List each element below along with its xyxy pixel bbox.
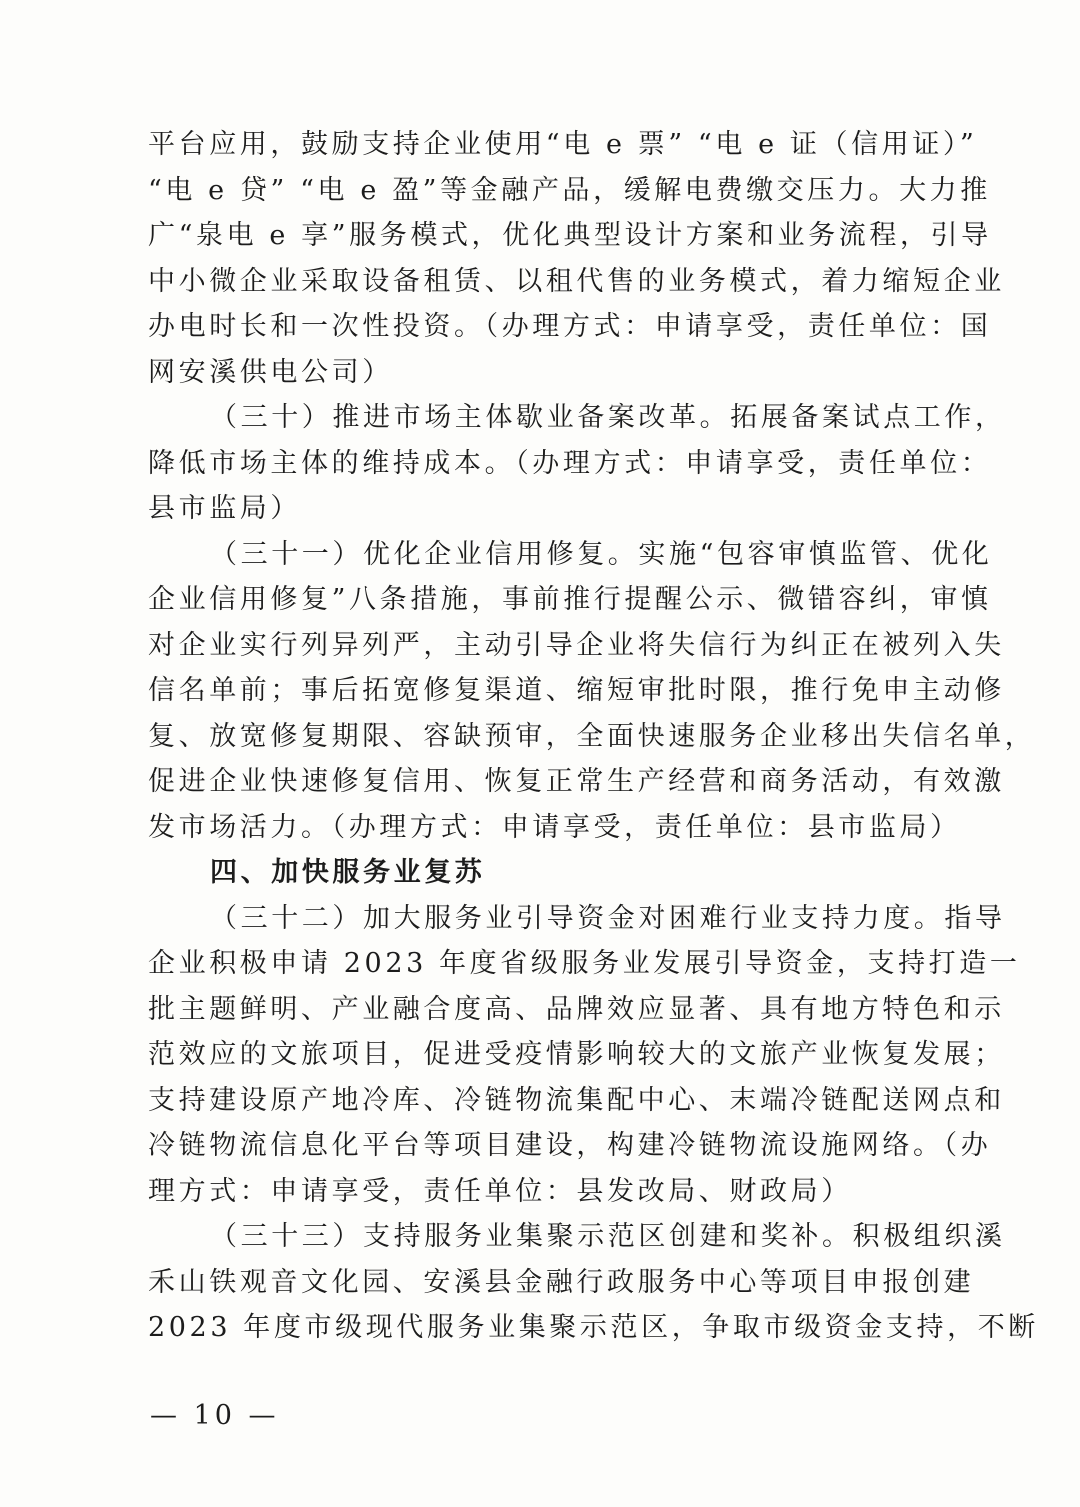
text-line: （三十一）优化企业信用修复。实施“包容审慎监管、优化 [210,538,993,570]
text-line: 县市监局） [148,493,301,524]
text-line: 2023 年度市级现代服务业集聚示范区，争取市级资金支持，不断 [148,1312,1039,1343]
text-line: 对企业实行列异列严，主动引导企业将失信行为纠正在被列入失 [148,629,1005,661]
text-line: 理方式：申请享受，责任单位：县发改局、财政局） [148,1175,852,1207]
text-line: 促进企业快速修复信用、恢复正常生产经营和商务活动，有效激 [148,766,1005,797]
text-line: 平台应用，鼓励支持企业使用“电 e 票” “电 e 证（信用证）” [148,129,978,160]
text-line: （三十三）支持服务业集聚示范区创建和奖补。积极组织溪 [210,1221,1006,1252]
text-line: 范效应的文旅项目，促进受疫情影响较大的文旅产业恢复发展； [148,1039,1005,1070]
text-line: 企业信用修复”八条措施，事前推行提醒公示、微错容纠，审慎 [148,584,992,615]
text-line: 冷链物流信息化平台等项目建设，构建冷链物流设施网络。（办 [148,1130,992,1161]
text-line: 发市场活力。（办理方式：申请享受，责任单位：县市监局） [148,811,961,843]
text-line: 企业积极申请 2023 年度省级服务业发展引导资金，支持打造一 [148,948,1021,979]
text-line: （三十）推进市场主体歇业备案改革。拓展备案试点工作， [210,402,1006,433]
page-number: — 10 — [150,1400,280,1431]
text-line: 办电时长和一次性投资。（办理方式：申请享受，责任单位：国 [148,311,992,342]
text-line: 支持建设原产地冷库、冷链物流集配中心、末端冷链配送网点和 [148,1084,1005,1116]
text-line: 中小微企业采取设备租赁、以租代售的业务模式，着力缩短企业 [148,265,1005,297]
text-line: 降低市场主体的维持成本。（办理方式：申请享受，责任单位： [148,447,992,479]
section-heading: 四、加快服务业复苏 [210,857,486,888]
text-line: （三十二）加大服务业引导资金对困难行业支持力度。指导 [210,902,1006,934]
text-line: “电 e 贷” “电 e 盈”等金融产品，缓解电费缴交压力。大力推 [148,174,991,206]
body-text [148,122,1039,1351]
text-line: 广“泉电 e 享”服务模式，优化典型设计方案和业务流程，引导 [148,220,992,251]
text-line: 禾山铁观音文化园、安溪县金融行政服务中心等项目申报创建 [148,1266,975,1298]
text-line: 网安溪供电公司） [148,356,393,388]
text-line: 信名单前；事后拓宽修复渠道、缩短审批时限，推行免申主动修 [148,675,1005,706]
text-line: 复、放宽修复期限、容缺预审，全面快速服务企业移出失信名单， [148,720,1036,752]
text-line: 批主题鲜明、产业融合度高、品牌效应显著、具有地方特色和示 [148,993,1005,1025]
